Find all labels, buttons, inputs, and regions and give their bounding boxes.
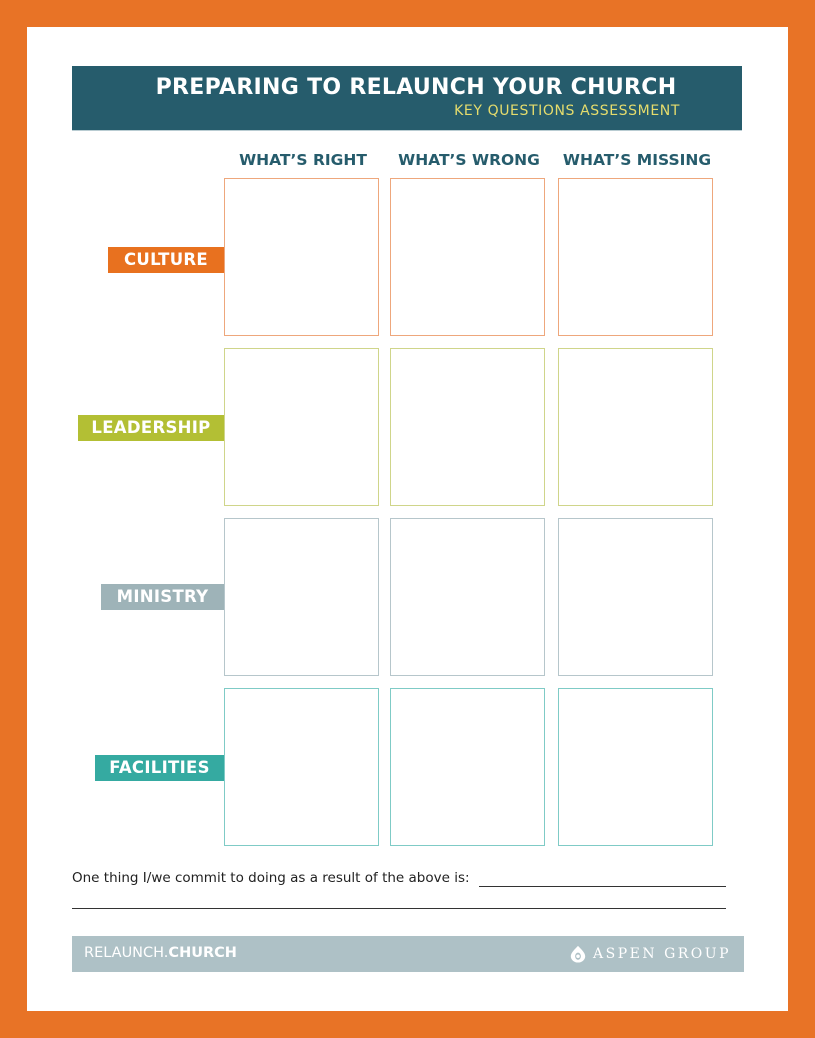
facilities-wrong-box[interactable] <box>390 688 545 846</box>
column-header-right: WHAT’S RIGHT <box>239 151 367 169</box>
row-label-facilities: FACILITIES <box>95 755 224 781</box>
page-title: PREPARING TO RELAUNCH YOUR CHURCH <box>155 75 677 100</box>
site-url-bold: CHURCH <box>168 945 237 961</box>
column-header-missing: WHAT’S MISSING <box>562 151 712 169</box>
commitment-answer-line-1[interactable] <box>479 886 726 887</box>
site-url-prefix: RELAUNCH. <box>84 945 169 961</box>
title-banner <box>72 66 742 130</box>
brand-logo <box>569 945 731 963</box>
ministry-right-box[interactable] <box>224 518 379 676</box>
commitment-answer-line-2[interactable] <box>72 908 726 909</box>
footer-bar <box>72 936 744 972</box>
commitment-prompt: One thing I/we commit to doing as a result of the above is: <box>72 870 470 886</box>
site-url <box>84 945 237 961</box>
culture-missing-box[interactable] <box>558 178 713 336</box>
row-label-ministry: MINISTRY <box>101 584 224 610</box>
leadership-wrong-box[interactable] <box>390 348 545 506</box>
leadership-right-box[interactable] <box>224 348 379 506</box>
aspen-drop-icon <box>569 945 587 963</box>
page-subtitle: KEY QUESTIONS ASSESSMENT <box>454 103 680 119</box>
worksheet-page <box>27 27 788 1011</box>
facilities-right-box[interactable] <box>224 688 379 846</box>
facilities-missing-box[interactable] <box>558 688 713 846</box>
culture-wrong-box[interactable] <box>390 178 545 336</box>
ministry-wrong-box[interactable] <box>390 518 545 676</box>
brand-name: ASPEN GROUP <box>593 946 731 962</box>
ministry-missing-box[interactable] <box>558 518 713 676</box>
row-label-leadership: LEADERSHIP <box>78 415 224 441</box>
row-label-culture: CULTURE <box>108 247 224 273</box>
culture-right-box[interactable] <box>224 178 379 336</box>
column-header-wrong: WHAT’S WRONG <box>398 151 540 169</box>
leadership-missing-box[interactable] <box>558 348 713 506</box>
